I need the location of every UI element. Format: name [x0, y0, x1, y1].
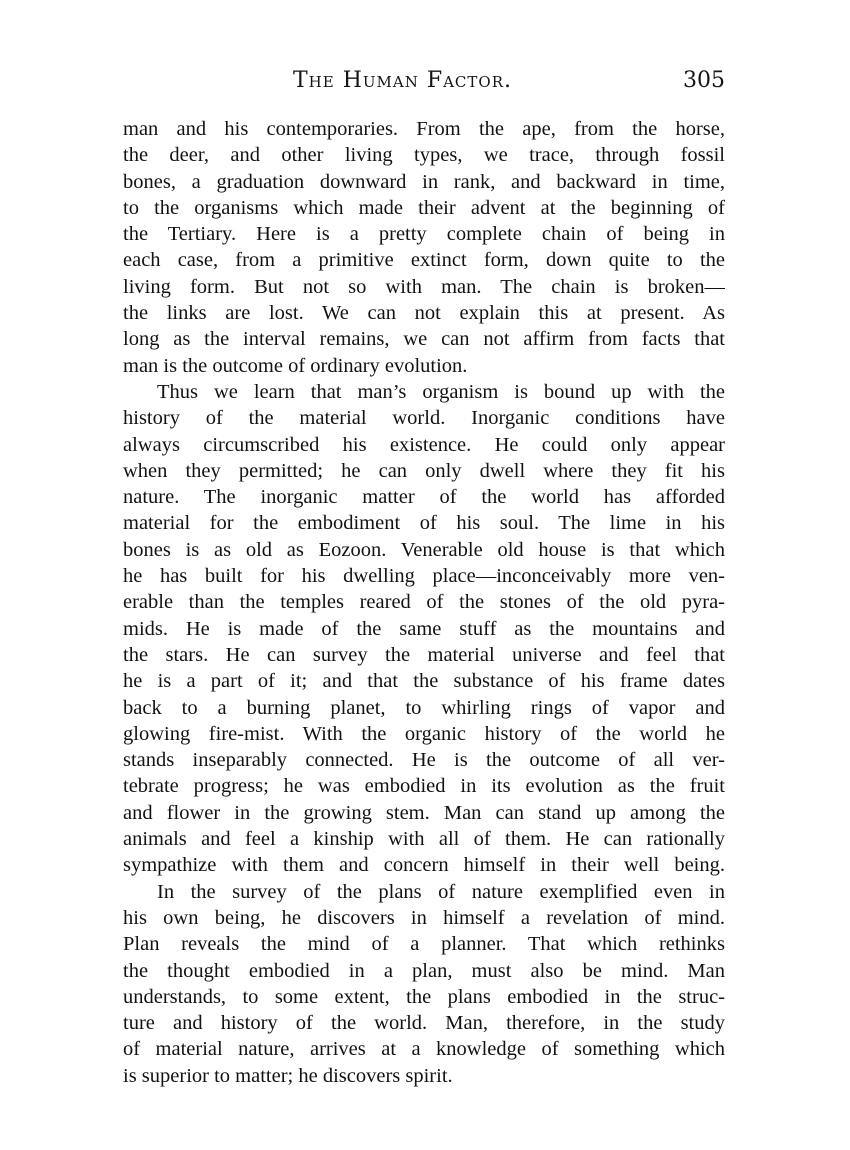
text-line: Plan reveals the mind of a planner. That which rethinks [123, 933, 725, 956]
text-line: bones is as old as Eozoon. Venerable old house is that which [123, 538, 725, 561]
text-line: understands, to some extent, the plans embodied in the struc- [123, 985, 725, 1008]
text-line: the thought embodied in a plan, must also be mind. Man [123, 959, 725, 982]
text-line: Thus we learn that man’s organism is bound up with the [157, 380, 725, 403]
body-text [123, 116, 725, 1089]
text-line: In the survey of the plans of nature exemplified even in [157, 880, 725, 903]
text-line: the stars. He can survey the material universe and feel that [123, 643, 725, 666]
running-head [123, 68, 725, 102]
paragraph [123, 879, 725, 1089]
running-title: The Human Factor. [293, 68, 512, 93]
text-line: when they permitted; he can only dwell where they fit his [123, 459, 725, 482]
text-line: he is a part of it; and that the substance of his frame dates [123, 670, 725, 693]
text-line: the links are lost. We can not explain this at present. As [123, 302, 725, 325]
text-line: living form. But not so with man. The chain is broken— [123, 275, 725, 298]
page-number: 305 [683, 68, 725, 93]
text-line: glowing fire-mist. With the organic history of the world he [123, 722, 725, 745]
text-line: of material nature, arrives at a knowledge of something which [123, 1038, 725, 1061]
text-line: and flower in the growing stem. Man can stand up among the [123, 801, 725, 824]
text-line: mids. He is made of the same stuff as the mountains and [123, 617, 725, 640]
text-line: he has built for his dwelling place—inconceivably more ven- [123, 565, 725, 588]
text-line: his own being, he discovers in himself a revelation of mind. [123, 906, 725, 929]
text-line: man and his contemporaries. From the ape, from the horse, [123, 118, 725, 140]
text-line: sympathize with them and concern himself in their well being. [123, 854, 725, 877]
text-line: back to a burning planet, to whirling rings of vapor and [123, 696, 725, 719]
text-line: material for the embodiment of his soul. The lime in his [123, 512, 725, 535]
text-line: erable than the temples reared of the stones of the old pyra- [123, 591, 725, 614]
text-line: long as the interval remains, we can not affirm from facts that [123, 328, 725, 351]
paragraph [123, 116, 725, 379]
paragraph [123, 379, 725, 879]
text-line: the deer, and other living types, we trace, through fossil [123, 144, 725, 167]
text-line: ture and history of the world. Man, therefore, in the study [123, 1012, 725, 1035]
text-line: tebrate progress; he was embodied in its evolution as the fruit [123, 775, 725, 798]
text-line: is superior to matter; he discovers spirit. [123, 1064, 453, 1087]
text-line: the Tertiary. Here is a pretty complete chain of being in [123, 223, 725, 246]
text-line: man is the outcome of ordinary evolution. [123, 354, 468, 377]
text-line: bones, a graduation downward in rank, and backward in time, [123, 170, 725, 193]
text-line: each case, from a primitive extinct form, down quite to the [123, 249, 725, 272]
text-line: animals and feel a kinship with all of them. He can rationally [123, 828, 725, 851]
text-line: history of the material world. Inorganic conditions have [123, 407, 725, 430]
text-line: nature. The inorganic matter of the world has afforded [123, 486, 725, 509]
text-line: to the organisms which made their advent at the beginning of [123, 196, 725, 219]
text-line: always circumscribed his existence. He could only appear [123, 433, 725, 456]
text-line: stands inseparably connected. He is the outcome of all ver- [123, 749, 725, 772]
